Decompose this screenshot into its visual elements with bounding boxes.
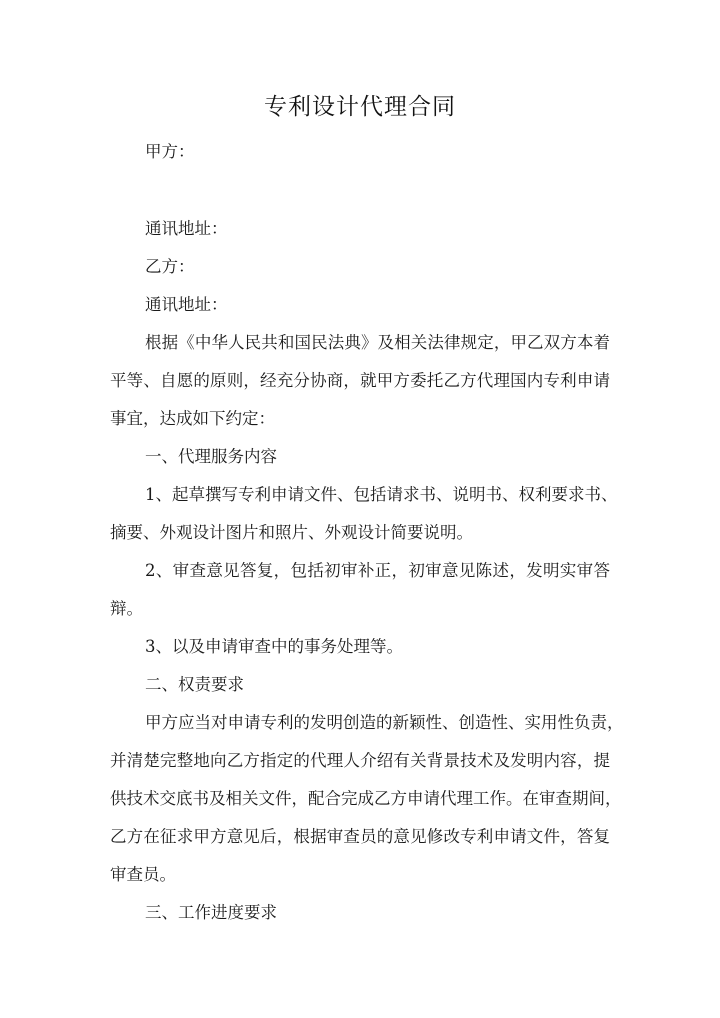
paragraph-line: 平等、自愿的原则，经充分协商，就甲方委托乙方代理国内专利申请 — [110, 371, 610, 390]
paragraph-line: 并清楚完整地向乙方指定的代理人介绍有关背景技术及发明内容，提 — [110, 751, 610, 770]
paragraph-line: 供技术交底书及相关文件，配合完成乙方申请代理工作。在审查期间， — [110, 789, 622, 808]
party-a-address-line: 通讯地址： — [145, 219, 228, 238]
paragraph-line: 审查员。 — [110, 865, 176, 884]
document-title: 专利设计代理合同 — [264, 94, 456, 120]
paragraph-line: 事宜，达成如下约定： — [110, 409, 275, 428]
paragraph-line: 甲方应当对申请专利的发明创造的新颖性、创造性、实用性负责， — [145, 713, 624, 732]
party-b-address-line: 通讯地址： — [145, 295, 228, 314]
paragraph-line: 乙方在征求甲方意见后，根据审查员的意见修改专利申请文件，答复 — [110, 827, 610, 846]
paragraph-line: 3、以及申请审查中的事务处理等。 — [145, 637, 403, 656]
paragraph-line: 1、起草撰写专利申请文件、包括请求书、说明书、权利要求书、 — [145, 485, 618, 504]
party-b-line: 乙方： — [145, 257, 195, 276]
paragraph-line: 辩。 — [110, 599, 143, 618]
paragraph-line: 2、审查意见答复，包括初审补正，初审意见陈述，发明实审答 — [145, 561, 610, 580]
party-a-line: 甲方： — [145, 142, 195, 161]
section-heading-3: 三、工作进度要求 — [145, 903, 277, 922]
paragraph-line: 摘要、外观设计图片和照片、外观设计简要说明。 — [110, 523, 473, 542]
paragraph-line: 根据《中华人民共和国民法典》及相关法律规定，甲乙双方本着 — [145, 333, 610, 352]
section-heading-2: 二、权责要求 — [145, 675, 244, 694]
section-heading-1: 一、代理服务内容 — [145, 447, 277, 466]
